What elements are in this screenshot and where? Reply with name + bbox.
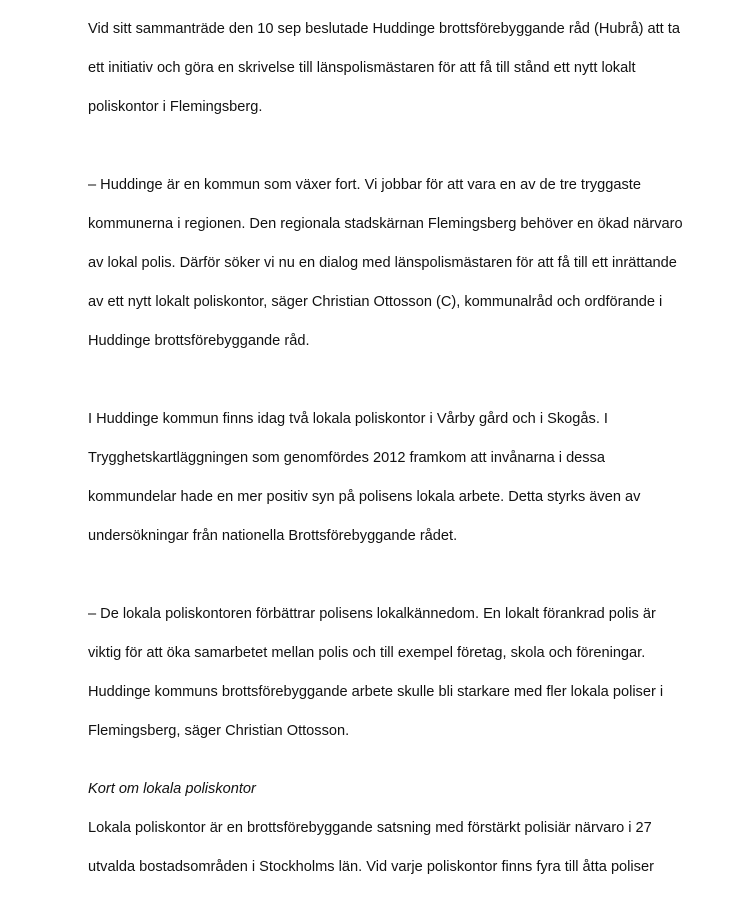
paragraph-quote-2 — [88, 585, 708, 761]
text-line: kommundelar hade en mer positiv syn på polisens lokala arbete. Detta styrks även av — [88, 488, 641, 505]
section-heading: Kort om lokala poliskontor — [88, 781, 256, 797]
text-line: av lokal polis. Därför söker vi nu en dialog med länspolismästaren för att få till ett inrättande — [88, 254, 677, 271]
text-line: – De lokala poliskontoren förbättrar polisens lokalkännedom. En lokalt förankrad polis är — [88, 605, 656, 622]
text-line: viktig för att öka samarbetet mellan polis och till exempel företag, skola och föreningar. — [88, 644, 646, 661]
text-line: – Huddinge är en kommun som växer fort. Vi jobbar för att vara en av de tre tryggaste — [88, 176, 641, 193]
text-line: utvalda bostadsområden i Stockholms län. Vid varje poliskontor finns fyra till åtta poliser — [88, 859, 654, 875]
document-page — [88, 0, 708, 917]
text-line: I Huddinge kommun finns idag två lokala poliskontor i Vårby gård och i Skogås. I — [88, 410, 608, 427]
text-line: undersökningar från nationella Brottsförebyggande rådet. — [88, 527, 458, 544]
text-line: Lokala poliskontor är en brottsförebyggande satsning med förstärkt polisiär närvaro i 27 — [88, 820, 652, 836]
text-line: ett initiativ och göra en skrivelse till länspolismästaren för att få till stånd ett nytt lokalt — [88, 59, 636, 76]
paragraph-intro — [88, 0, 708, 137]
text-line: Huddinge brottsförebyggande råd. — [88, 332, 310, 349]
text-line: Trygghetskartläggningen som genomfördes 2012 framkom att invånarna i dessa — [88, 449, 606, 466]
paragraph-quote-1 — [88, 156, 708, 371]
text-line: Vid sitt sammanträde den 10 sep beslutade Huddinge brottsförebyggande råd (Hubrå) att ta — [88, 20, 680, 37]
paragraph-background — [88, 390, 708, 566]
text-line: poliskontor i Flemingsberg. — [88, 98, 263, 115]
paragraph-final — [88, 800, 708, 898]
text-line: Huddinge kommuns brottsförebyggande arbete skulle bli starkare med fler lokala poliser i — [88, 683, 664, 700]
text-line: Flemingsberg, säger Christian Ottosson. — [88, 722, 350, 739]
text-line: av ett nytt lokalt poliskontor, säger Christian Ottosson (C), kommunalråd och ordförande i — [88, 293, 663, 310]
text-line: kommunerna i regionen. Den regionala stadskärnan Flemingsberg behöver en ökad närvaro — [88, 215, 683, 232]
